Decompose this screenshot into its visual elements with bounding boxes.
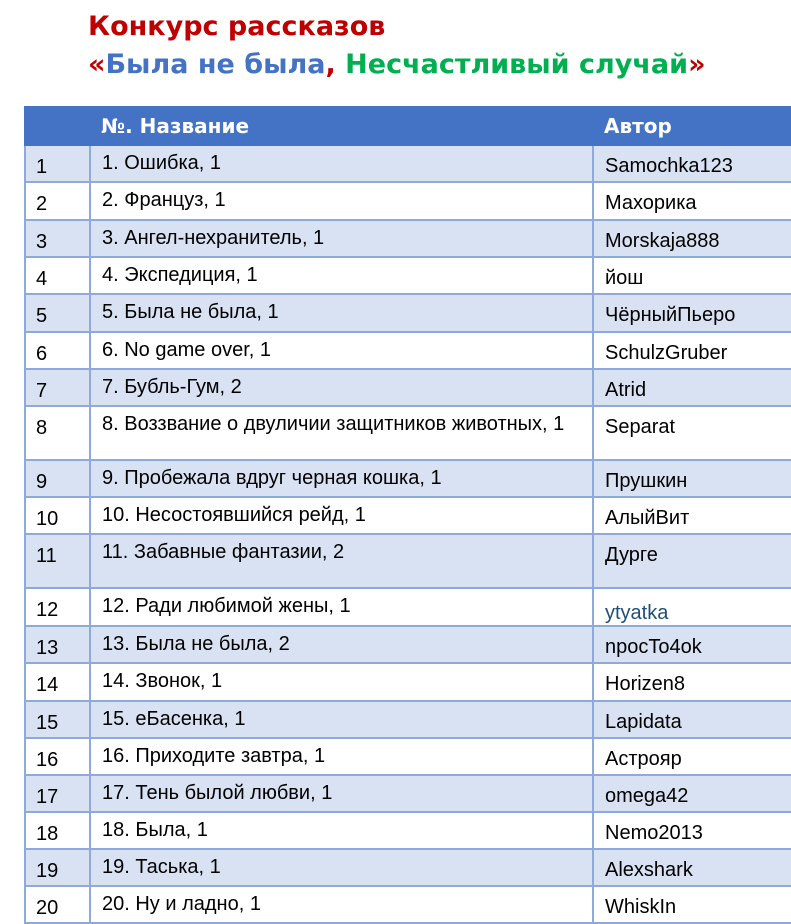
row-title-cell: 1. Ошибка, 1 bbox=[90, 145, 593, 182]
row-number-cell: 2 bbox=[25, 182, 90, 220]
row-title-cell: 18. Была, 1 bbox=[90, 812, 593, 849]
header-author: Автор bbox=[593, 107, 791, 145]
row-number-cell: 14 bbox=[25, 663, 90, 701]
table-header-row bbox=[25, 107, 791, 145]
table-row bbox=[25, 182, 791, 220]
table-row bbox=[25, 220, 791, 257]
row-title-cell: 5. Была не была, 1 bbox=[90, 294, 593, 332]
title-open-quote: « bbox=[88, 49, 106, 80]
row-author-cell: Махорика bbox=[593, 182, 791, 220]
row-number-cell: 7 bbox=[25, 369, 90, 406]
row-author-cell[interactable]: ytyatka bbox=[593, 588, 791, 626]
row-author-cell: Samochka123 bbox=[593, 145, 791, 182]
title-comma: , bbox=[325, 49, 346, 80]
row-number-cell: 16 bbox=[25, 738, 90, 775]
row-number-cell: 12 bbox=[25, 588, 90, 626]
title-line-1: Конкурс рассказов bbox=[88, 11, 386, 42]
row-number-cell: 6 bbox=[25, 332, 90, 369]
row-number-cell: 4 bbox=[25, 257, 90, 294]
row-number-cell: 18 bbox=[25, 812, 90, 849]
row-title-cell: 2. Француз, 1 bbox=[90, 182, 593, 220]
table-row bbox=[25, 626, 791, 663]
row-title-cell: 11. Забавные фантазии, 2 bbox=[90, 534, 593, 588]
table-row bbox=[25, 497, 791, 534]
row-author-cell: WhiskIn bbox=[593, 886, 791, 923]
row-author-cell: Nemo2013 bbox=[593, 812, 791, 849]
row-number-cell: 17 bbox=[25, 775, 90, 812]
row-author-cell: ЧёрныйПьеро bbox=[593, 294, 791, 332]
row-title-cell: 14. Звонок, 1 bbox=[90, 663, 593, 701]
row-author-cell: Lapidata bbox=[593, 701, 791, 738]
row-author-cell: Morskaja888 bbox=[593, 220, 791, 257]
table-row bbox=[25, 534, 791, 588]
row-title-cell: 8. Воззвание о двуличии защитников животных, 1 bbox=[90, 406, 593, 460]
table-row bbox=[25, 294, 791, 332]
table-row bbox=[25, 460, 791, 497]
row-author-cell: omega42 bbox=[593, 775, 791, 812]
table-row bbox=[25, 775, 791, 812]
table-row bbox=[25, 332, 791, 369]
row-title-cell: 10. Несостоявшийся рейд, 1 bbox=[90, 497, 593, 534]
title-part-2: Несчастливый случай bbox=[345, 49, 689, 80]
row-author-cell: Астрояр bbox=[593, 738, 791, 775]
row-title-cell: 12. Ради любимой жены, 1 bbox=[90, 588, 593, 626]
table-row bbox=[25, 886, 791, 923]
row-author-cell: Horizen8 bbox=[593, 663, 791, 701]
row-title-cell: 9. Пробежала вдруг черная кошка, 1 bbox=[90, 460, 593, 497]
row-title-cell: 20. Ну и ладно, 1 bbox=[90, 886, 593, 923]
row-title-cell: 16. Приходите завтра, 1 bbox=[90, 738, 593, 775]
row-title-cell: 15. еБасенка, 1 bbox=[90, 701, 593, 738]
row-number-cell: 8 bbox=[25, 406, 90, 460]
row-number-cell: 3 bbox=[25, 220, 90, 257]
row-number-cell: 1 bbox=[25, 145, 90, 182]
row-title-cell: 7. Бубль-Гум, 2 bbox=[90, 369, 593, 406]
row-author-cell: Дурге bbox=[593, 534, 791, 588]
row-number-cell: 13 bbox=[25, 626, 90, 663]
header-number bbox=[25, 107, 90, 145]
page-title bbox=[88, 8, 706, 84]
title-line-2 bbox=[88, 46, 706, 84]
table-row bbox=[25, 663, 791, 701]
row-number-cell: 20 bbox=[25, 886, 90, 923]
table-row bbox=[25, 812, 791, 849]
stories-table bbox=[24, 106, 791, 924]
table-row bbox=[25, 588, 791, 626]
row-title-cell: 6. No game over, 1 bbox=[90, 332, 593, 369]
table-row bbox=[25, 406, 791, 460]
row-number-cell: 19 bbox=[25, 849, 90, 886]
table-row bbox=[25, 257, 791, 294]
header-title: №. Название bbox=[90, 107, 593, 145]
row-author-cell: npocTo4ok bbox=[593, 626, 791, 663]
row-number-cell: 9 bbox=[25, 460, 90, 497]
row-author-cell: йош bbox=[593, 257, 791, 294]
row-title-cell: 4. Экспедиция, 1 bbox=[90, 257, 593, 294]
row-number-cell: 11 bbox=[25, 534, 90, 588]
table-row bbox=[25, 369, 791, 406]
row-author-cell: Atrid bbox=[593, 369, 791, 406]
row-title-cell: 17. Тень былой любви, 1 bbox=[90, 775, 593, 812]
table-row bbox=[25, 738, 791, 775]
row-number-cell: 15 bbox=[25, 701, 90, 738]
title-close-quote: » bbox=[688, 49, 706, 80]
row-number-cell: 10 bbox=[25, 497, 90, 534]
row-author-cell: Separat bbox=[593, 406, 791, 460]
title-part-1: Была не была bbox=[105, 49, 326, 80]
row-author-cell: Прушкин bbox=[593, 460, 791, 497]
table-row bbox=[25, 849, 791, 886]
row-author-cell: Alexshark bbox=[593, 849, 791, 886]
row-title-cell: 13. Была не была, 2 bbox=[90, 626, 593, 663]
row-number-cell: 5 bbox=[25, 294, 90, 332]
row-title-cell: 3. Ангел-нехранитель, 1 bbox=[90, 220, 593, 257]
table-row bbox=[25, 145, 791, 182]
row-author-cell: SchulzGruber bbox=[593, 332, 791, 369]
row-title-cell: 19. Таська, 1 bbox=[90, 849, 593, 886]
table-row bbox=[25, 701, 791, 738]
row-author-cell: АлыйВит bbox=[593, 497, 791, 534]
